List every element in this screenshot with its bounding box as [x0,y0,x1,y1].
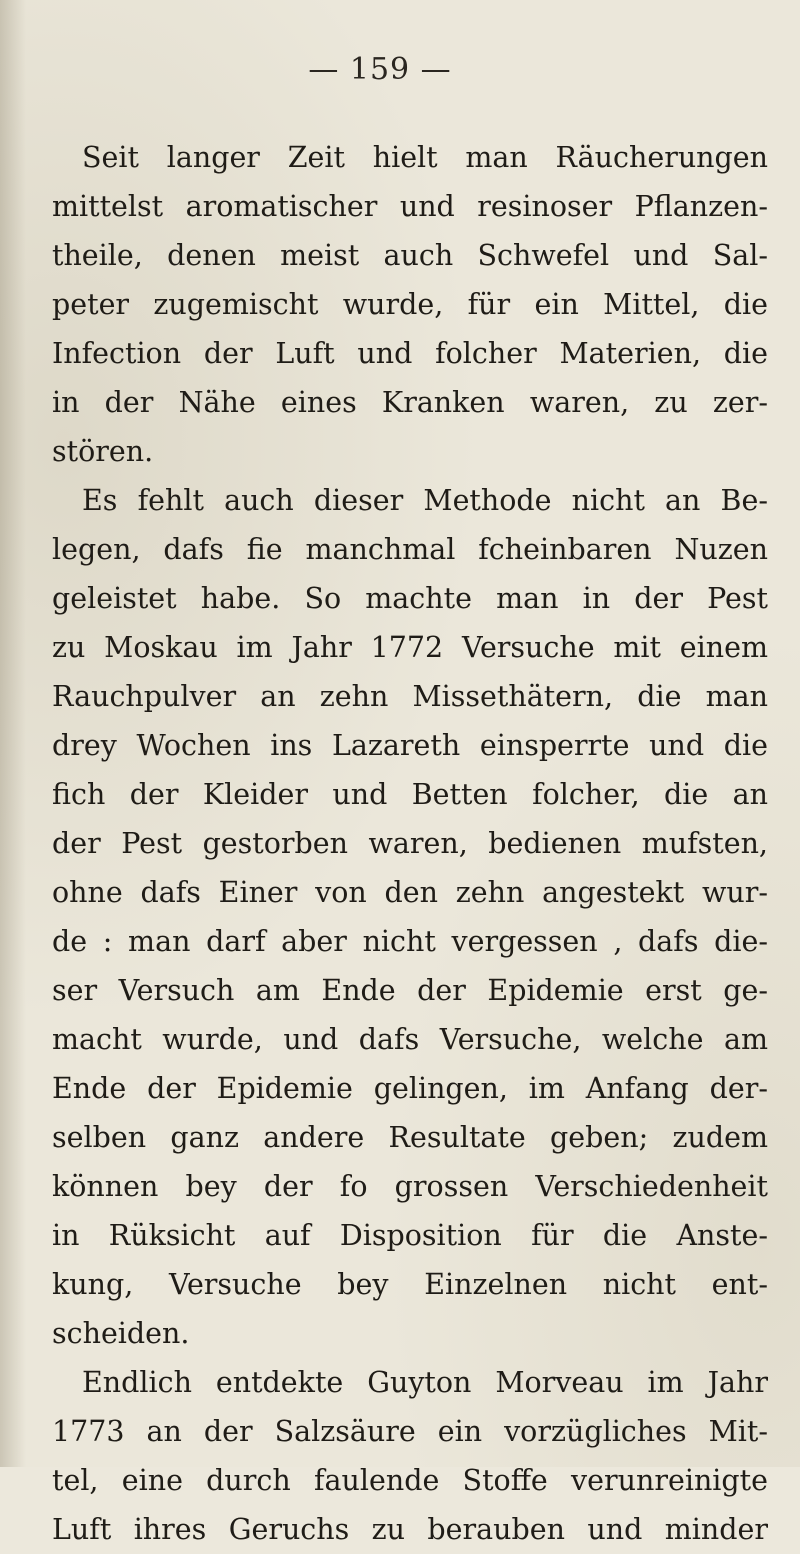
page-gutter-shadow [0,0,26,1467]
text-line: mittelst aromatischer und resinoser Pflanzen- [52,190,768,223]
text-line: tel, eine durch faulende Stoffe verunreinigte [52,1464,768,1497]
text-line: legen, dafs fie manchmal fcheinbaren Nuzen [52,533,768,566]
text-line: stören. [52,435,154,468]
text-line: scheiden. [52,1317,190,1350]
text-line: 1773 an der Salzsäure ein vorzügliches Mit- [52,1415,768,1448]
text-line: kung, Versuche bey Einzelnen nicht ent- [52,1268,768,1301]
text-line: de : man darf aber nicht vergessen , dafs die- [52,925,768,958]
text-line: macht wurde, und dafs Versuche, welche am [52,1023,768,1056]
text-line: Rauchpulver an zehn Missethätern, die man [52,680,768,713]
text-line: selben ganz andere Resultate geben; zudem [52,1121,768,1154]
text-line: ser Versuch am Ende der Epidemie erst ge- [52,974,768,1007]
text-line: können bey der fo grossen Verschiedenheit [52,1170,768,1203]
text-line: Luft ihres Geruchs zu berauben und minder [52,1513,768,1546]
body-text [52,133,768,1554]
text-line: zu Moskau im Jahr 1772 Versuche mit einem [52,631,768,664]
text-line: drey Wochen ins Lazareth einsperrte und die [52,729,768,762]
text-line: peter zugemischt wurde, für ein Mittel, die [52,288,768,321]
text-line: der Pest gestorben waren, bedienen mufsten, [52,827,768,860]
text-line: Seit langer Zeit hielt man Räucherungen [82,141,768,174]
text-line: theile, denen meist auch Schwefel und Sal- [52,239,768,272]
text-line: fich der Kleider und Betten folcher, die an [52,778,768,811]
text-line: in Rüksicht auf Disposition für die Anste- [52,1219,768,1252]
text-line: geleistet habe. So machte man in der Pest [52,582,768,615]
text-line: Infection der Luft und folcher Materien, die [52,337,768,370]
text-line: in der Nähe eines Kranken waren, zu zer- [52,386,768,419]
text-line: Endlich entdekte Guyton Morveau im Jahr [82,1366,768,1399]
text-line: Es fehlt auch dieser Methode nicht an Be- [82,484,768,517]
text-line: ohne dafs Einer von den zehn angestekt wur- [52,876,768,909]
page-number: — 159 — [308,52,452,87]
text-line: Ende der Epidemie gelingen, im Anfang der- [52,1072,768,1105]
